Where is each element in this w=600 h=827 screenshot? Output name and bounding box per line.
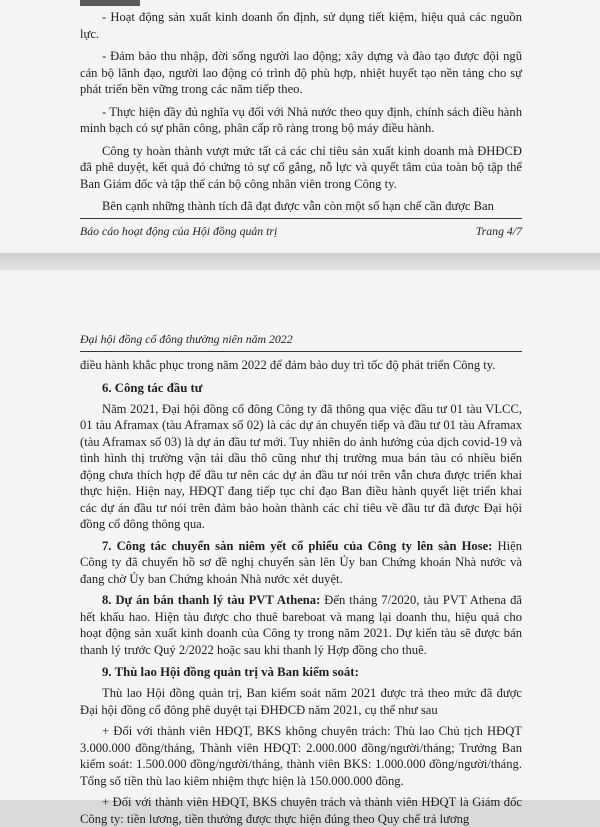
section-9-text: Thù lao Hội đồng quản trị, Ban kiểm soát năm 2021 được trả theo mức đã được Đại hội đồng cổ đông phê duyệt tại ĐHĐCĐ năm 2021, cụ thể như sau — [80, 686, 522, 717]
header-rule — [80, 351, 522, 352]
page-4-bottom — [0, 0, 600, 253]
section-8 — [80, 592, 522, 658]
bullet-1: - Hoạt động sản xuất kinh doanh ổn định, sử dụng tiết kiệm, hiệu quả các nguồn lực. — [80, 10, 522, 41]
section-7-title: 7. Công tác chuyển sàn niêm yết cổ phiếu của Công ty lên sàn Hose: — [102, 538, 493, 553]
page-gap — [0, 253, 600, 270]
section-7 — [80, 538, 522, 588]
bullet-2: - Đảm bảo thu nhập, đời sống người lao động; xây dựng và đào tạo được đội ngũ cán bộ lãnh đạo, người lao động có trình độ phù hợp, nhiệt huyết tạo nền tảng cho sự phát triển bền vững trong các năm tiếp theo. — [80, 49, 522, 96]
footer-rule — [80, 218, 522, 219]
section-9-bullet-1: + Đối với thành viên HĐQT, BKS không chuyên trách: Thù lao Chủ tịch HĐQT 3.000.000 đồng/tháng, Thành viên HĐQT: 2.000.000 đồng/người/tháng; Trưởng Ban kiểm soát: 1.500.000 đồng/người/tháng, thành viên BKS: 1.000.000 đồng/người/tháng. Tổng số tiền thù lao kiêm nhiệm thực hiện là 150.000.000 đồng. — [80, 724, 522, 788]
bullet-3: - Thực hiện đầy đủ nghĩa vụ đối với Nhà nước theo quy định, chính sách điều hành minh bạch có sự phân công, phân cấp rõ ràng trong bộ máy điều hành. — [80, 104, 522, 135]
page-header: Đại hội đồng cổ đông thường niên năm 2022 — [80, 332, 293, 346]
clipped-text-line — [80, 0, 522, 6]
section-9-title: 9. Thù lao Hội đồng quản trị và Ban kiểm soát: — [102, 665, 359, 679]
page-5 — [0, 270, 600, 826]
summary-paragraph: Công ty hoàn thành vượt mức tất cả các chỉ tiêu sản xuất kinh doanh mà ĐHĐCĐ đã phê duyệt, kết quả đó chứng tỏ sự cố gắng, nỗ lực và quyết tâm của toàn bộ tập thể Ban Giám đốc và tập thể cán bộ công nhân viên trong Công ty. — [80, 143, 522, 191]
section-9-bullet-2: + Đối với thành viên HĐQT, BKS chuyên trách và thành viên HĐQT là Giám đốc Công ty: tiền lương, tiền thưởng được thực hiện đúng theo Quy chế trả lương — [80, 795, 522, 826]
section-8-text: Đến tháng 7/2020, tàu PVT Athena đã hết khấu hao. Hiện tàu được cho thuê bareboat và mang lại doanh thu, hiệu quả cho hoạt động sản xuất kinh doanh của Công ty trong năm 2021. Dự kiến tàu sẽ được bán thanh lý trước Quý 2/2022 hoặc sau khi thanh lý Hợp đồng cho thuê. — [80, 593, 523, 657]
section-6-title: 6. Công tác đầu tư — [102, 380, 203, 395]
continued-text: điều hành khắc phục trong năm 2022 để đảm bảo duy trì tốc độ phát triển Công ty. — [80, 358, 496, 372]
page-4-body — [80, 9, 522, 215]
page-footer — [80, 224, 522, 239]
footer-title: Báo cáo hoạt động của Hội đồng quản trị — [80, 224, 278, 238]
page-5-body — [80, 357, 522, 827]
limitations-paragraph: Bên cạnh những thành tích đã đạt được vẫn còn một số hạn chế cần được Ban — [102, 199, 494, 213]
section-6-text: Năm 2021, Đại hội đồng cổ đông Công ty đã thông qua việc đầu tư 01 tàu VLCC, 01 tàu Aframax (tàu Aframax số 02) là các dự án chuyển tiếp và đầu tư 01 tàu Aframax (tàu Aframax số 03) là dự án đầu tư mới. Tuy nhiên do ảnh hưởng của dịch covid-19 và tình hình thị trường vận tải dầu thô cũng như thị trường mua bán tàu có nhiều biến động chưa thích hợp để đầu tư nên các dự án đầu tư nói trên vẫn chưa được triển khai thực hiện. Hiện nay, HĐQT đang tiếp tục chỉ đạo Ban điều hành quyết liệt triển khai các dự án đầu tư nói trên đảm bảo hoàn thành các chỉ tiêu về đầu tư đã được Đại hội đồng cổ đông thông qua. — [80, 401, 522, 531]
page-number: Trang 4/7 — [475, 224, 522, 238]
section-7-text: Hiện Công ty đã chuyển hồ sơ đề nghị chuyển sàn lên Ủy ban Chứng khoán Nhà nước và đang chờ Ủy ban Chứng khoán Nhà nước xét duyệt. — [80, 538, 522, 586]
section-8-title: 8. Dự án bán thanh lý tàu PVT Athena: — [102, 593, 321, 607]
